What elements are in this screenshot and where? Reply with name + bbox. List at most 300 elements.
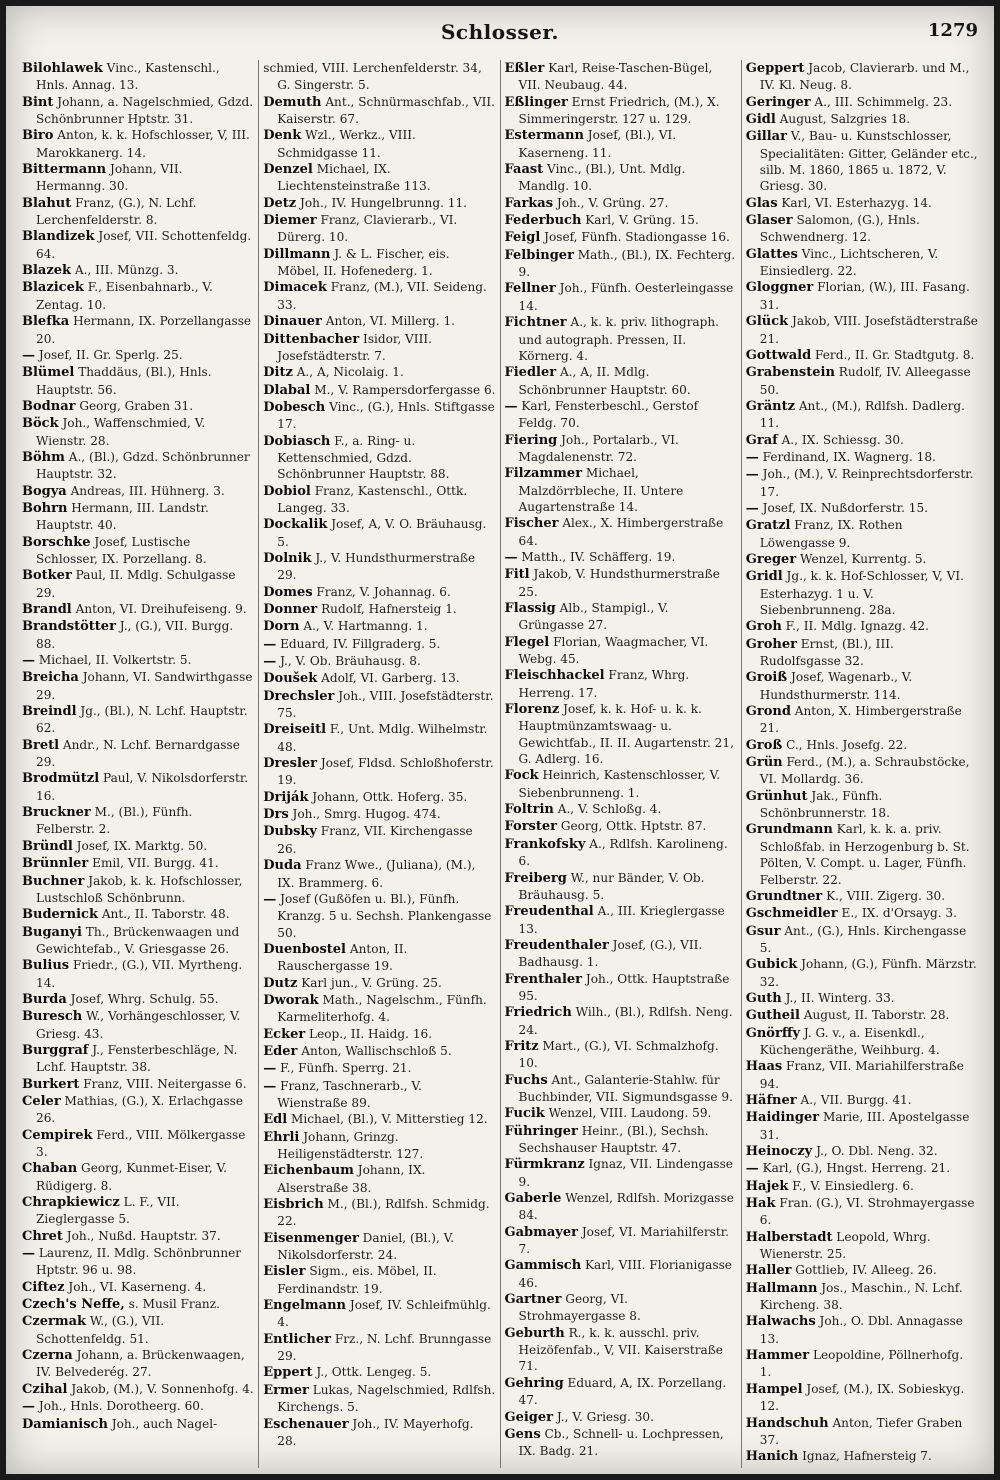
- entry-name: Dreiseitl: [263, 722, 327, 738]
- directory-entry: [505, 465, 737, 515]
- entry-name: Böhm: [22, 449, 65, 465]
- entry-name: Dobesch: [263, 399, 326, 415]
- entry-name: Estermann: [504, 128, 584, 144]
- directory-entry: [22, 991, 254, 1008]
- entry-name: Filzammer: [504, 466, 583, 482]
- entry-details: J., (G.), VII. Burgg. 88.: [36, 619, 234, 651]
- entry-name: —: [745, 1161, 759, 1177]
- entry-details: Eduard, A, IX. Porzellang. 47.: [518, 1375, 727, 1408]
- entry-details: Joh., IV. Hungelbrunng. 11.: [296, 195, 468, 210]
- directory-entry: [263, 279, 495, 313]
- entry-details: Jacob, Clavierarb. und M., IV. Kl. Neug. 8.: [759, 61, 970, 93]
- directory-entry: [746, 128, 978, 194]
- entry-name: Dresler: [263, 756, 318, 772]
- entry-name: Gloggner: [745, 280, 814, 296]
- entry-details: Wenzel, VIII. Laudong. 59.: [544, 1106, 712, 1121]
- entry-details: Vinc., Kastenschl., Hnls. Annag. 13.: [36, 61, 220, 93]
- entry-name: Blazek: [22, 263, 72, 279]
- directory-entry: [505, 398, 737, 432]
- entry-name: —: [504, 549, 518, 565]
- entry-details: Ferdinand, IX. Wagnerg. 18.: [758, 449, 936, 464]
- entry-name: Buchner: [22, 873, 85, 889]
- entry-name: Ehrli: [263, 1129, 300, 1145]
- directory-entry: [505, 161, 737, 195]
- directory-entry: [505, 1072, 737, 1106]
- directory-entry: [505, 1257, 737, 1291]
- entry-name: Frenthaler: [504, 971, 583, 987]
- entry-name: Häfner: [745, 1092, 797, 1108]
- entry-name: Duenbostel: [263, 941, 346, 957]
- entry-name: Doušek: [263, 671, 318, 687]
- entry-details: Georg, Kunmet-Eiser, V. Rüdigerg. 8.: [36, 1161, 227, 1193]
- directory-entry: [22, 415, 254, 449]
- page-number: 1279: [927, 20, 978, 41]
- directory-entry: [746, 636, 978, 670]
- entry-name: Glück: [745, 314, 789, 330]
- directory-entry: [263, 246, 495, 280]
- entry-name: Biro: [22, 128, 54, 144]
- entry-name: Buganyi: [22, 924, 82, 940]
- entry-details: Joh., VI. Kaserneng. 4.: [64, 1279, 207, 1294]
- directory-entry: [505, 515, 737, 549]
- entry-details: K., VIII. Zigerg. 30.: [822, 888, 946, 903]
- entry-name: Blümel: [22, 365, 75, 381]
- entry-details: Leop., II. Haidg. 16.: [305, 1026, 433, 1041]
- column-1: [18, 60, 259, 1468]
- entry-name: Dittenbacher: [263, 331, 360, 347]
- entry-details: A., V. Hartmanng. 1.: [299, 619, 428, 634]
- directory-entry: [263, 857, 495, 891]
- directory-entry: [22, 601, 254, 618]
- entry-details: Isidor, VIII. Josefstädterstr. 7.: [277, 331, 432, 363]
- entry-details: Anton, VI. Millerg. 1.: [321, 314, 456, 329]
- directory-entry: [746, 1109, 978, 1143]
- entry-details: F., Fünfh. Sperrg. 21.: [276, 1061, 412, 1076]
- entry-details: F., Eisenbahnarb., V. Zentag. 10.: [36, 280, 213, 312]
- directory-entry: [746, 990, 978, 1007]
- entry-details: Joh., (M.), V. Reinprechtsdorferstr. 17.: [758, 467, 974, 499]
- directory-entry: [22, 957, 254, 991]
- directory-entry: [22, 873, 254, 907]
- entry-name: Fiedler: [504, 365, 557, 381]
- directory-entry: [746, 398, 978, 432]
- entry-name: Eisbrich: [263, 1197, 324, 1213]
- entry-details: Josef (Gußöfen u. Bl.), Fünfh. Kranzg. 5 u. Sechsh. Plankengasse 50.: [276, 891, 492, 940]
- entry-details: Johann, (G.), Fünfh. Märzstr. 32.: [759, 957, 977, 989]
- entry-details: Josef, Lustische Schlosser, IX. Porzellang. 8.: [36, 534, 207, 566]
- directory-entry: [22, 94, 254, 128]
- entry-name: Gräntz: [745, 398, 795, 414]
- entry-details: Ferd., VIII. Mölkergasse 3.: [36, 1127, 246, 1159]
- entry-name: Gratzl: [745, 518, 791, 534]
- entry-details: J. & L. Fischer, eis. Möbel, II. Hofenederg. 1.: [277, 246, 450, 279]
- entry-name: Dinauer: [263, 314, 322, 330]
- entry-details: J. G. v., a. Eisenkdl., Küchengeräthe, Weihburg. 4.: [759, 1025, 940, 1057]
- entry-name: Czerna: [22, 1348, 73, 1364]
- directory-entry: [263, 433, 495, 483]
- directory-entry: [746, 1262, 978, 1279]
- entry-name: Fritz: [504, 1038, 539, 1054]
- directory-entry: [505, 1224, 737, 1258]
- entry-name: Bretl: [22, 737, 60, 753]
- entry-name: Glas: [745, 195, 778, 211]
- directory-entry: [22, 1245, 254, 1279]
- entry-details: Joh., Hnls. Dorotheerg. 60.: [35, 1399, 204, 1414]
- entry-name: Eßlinger: [504, 94, 568, 110]
- directory-entry: [746, 60, 978, 94]
- entry-details: M., (Bl.), Rdlfsh. Schmidg. 22.: [277, 1197, 490, 1229]
- directory-entry: [263, 636, 495, 653]
- entry-details: Karl, (G.), Hngst. Herreng. 21.: [758, 1161, 951, 1176]
- entry-name: Dimacek: [263, 280, 327, 296]
- entry-details: Josef, VI. Mariahilferstr. 7.: [518, 1224, 729, 1257]
- entry-details: Gottlieb, IV. Alleeg. 26.: [791, 1263, 937, 1278]
- entry-name: Czech's Neffe,: [22, 1297, 125, 1313]
- entry-details: Ferd., II. Gr. Stadtgutg. 8.: [811, 347, 975, 362]
- entry-details: Karl, Reise-Taschen-Bügel, VII. Neubaug. 44.: [518, 61, 713, 93]
- entry-name: Engelmann: [263, 1298, 346, 1314]
- entry-details: Mathias, (G.), X. Erlachgasse 26.: [36, 1093, 244, 1126]
- entry-details: Rudolf, Hafnersteig 1.: [317, 602, 457, 616]
- directory-entry: [505, 60, 737, 94]
- entry-details: Franz, Clavierarb., VI. Dürerg. 10.: [277, 213, 458, 245]
- entry-details: Jak., Fünfh. Schönbrunnerstr. 18.: [759, 788, 890, 821]
- page-title: Schlosser.: [440, 20, 559, 44]
- entry-name: Blazicek: [22, 280, 84, 296]
- directory-entry: [22, 1127, 254, 1161]
- entry-name: Gartner: [504, 1292, 562, 1308]
- entry-name: Freudenthaler: [504, 937, 609, 953]
- directory-entry: [746, 568, 978, 618]
- directory-entry: [263, 975, 495, 992]
- entry-name: Böck: [22, 416, 59, 432]
- directory-entry: [505, 1038, 737, 1072]
- entry-details: Josef, (M.), IX. Sobieskyg. 12.: [759, 1381, 965, 1414]
- entry-details: Alex., X. Himbergerstraße 64.: [518, 516, 724, 548]
- entry-name: Drechsler: [263, 688, 335, 704]
- entry-details: A., k. k. priv. lithograph. und autograph. Pressen, II. Körnerg. 4.: [518, 315, 720, 363]
- entry-details: Jakob, V. Hundsthurmerstraße 25.: [518, 567, 720, 599]
- entry-name: Edl: [263, 1112, 288, 1128]
- directory-entry: [263, 584, 495, 601]
- entry-name: Fucik: [504, 1106, 545, 1122]
- entry-details: Johann, Grinzg. Heiligenstädterstr. 127.: [277, 1129, 424, 1161]
- entry-name: Haller: [745, 1263, 792, 1279]
- entry-name: Handschuh: [745, 1415, 829, 1431]
- entry-name: Bruckner: [22, 805, 91, 821]
- entry-name: Foltrin: [504, 802, 554, 818]
- entry-details: Vinc., (G.), Hnls. Stiftgasse 17.: [277, 399, 495, 432]
- entry-details: Josef, Fldsd. Schloßhoferstr. 19.: [277, 756, 494, 788]
- entry-details: Jos., Maschin., N. Lchf. Kircheng. 38.: [759, 1280, 963, 1313]
- entry-name: Dutz: [263, 975, 298, 991]
- directory-entry: [505, 432, 737, 466]
- entry-details: Joh., Portalarb., VI. Magdalenenstr. 72.: [518, 432, 679, 464]
- directory-entry: [22, 1093, 254, 1127]
- entry-name: Dobiol: [263, 483, 311, 499]
- directory-entry: [505, 1325, 737, 1375]
- entry-details: R., k. k. ausschl. priv. Heizöfenfab., V, VII. Kaiserstraße 71.: [518, 1325, 723, 1374]
- directory-entry: [505, 701, 737, 767]
- entry-name: Gaberle: [504, 1191, 562, 1207]
- entry-details: Jg., (Bl.), N. Lchf. Hauptstr. 62.: [36, 704, 248, 736]
- directory-entry: [22, 567, 254, 601]
- directory-entry: [22, 804, 254, 838]
- directory-entry: [22, 924, 254, 958]
- directory-entry: [746, 1160, 978, 1177]
- entry-details: Anton, Tiefer Graben 37.: [759, 1415, 963, 1447]
- directory-entry: [263, 1364, 495, 1381]
- entry-details: A., (Bl.), Gdzd. Schönbrunner Hauptstr. 32.: [36, 449, 250, 482]
- entry-details: Georg, VI. Strohmayergasse 8.: [518, 1292, 641, 1324]
- entry-details: Jakob, k. k. Hofschlosser, Lustschloß Schönbrunn.: [36, 873, 243, 905]
- entry-details: Johann, VI. Sandwirthgasse 29.: [36, 670, 253, 702]
- entry-details: Ignaz, VII. Lindengasse 9.: [518, 1157, 733, 1189]
- entry-name: Denzel: [263, 162, 313, 178]
- directory-entry: [263, 313, 495, 330]
- directory-entry: [263, 1416, 495, 1450]
- entry-name: Breindl: [22, 704, 77, 720]
- directory-entry: [263, 1111, 495, 1128]
- entry-name: Hallmann: [745, 1280, 818, 1296]
- entry-name: Flassig: [504, 601, 556, 616]
- entry-details: F., a. Ring- u. Kettenschmied, Gdzd. Schönbrunner Hauptstr. 88.: [277, 433, 450, 482]
- entry-details: A., IX. Schiessg. 30.: [777, 432, 904, 447]
- directory-entry: [22, 347, 254, 364]
- entry-name: —: [22, 347, 35, 363]
- entry-name: Brandstötter: [22, 619, 116, 635]
- entry-details: Laurenz, II. Mdlg. Schönbrunner Hptstr. 96 u. 98.: [35, 1246, 242, 1278]
- entry-details: Michael, IX. Liechtensteinstraße 113.: [277, 162, 431, 194]
- entry-details: Wilh., (Bl.), Rdlfsh. Neng. 24.: [518, 1005, 733, 1037]
- entry-details: Franz, Whrg. Herreng. 17.: [518, 668, 690, 700]
- directory-entry: [505, 634, 737, 668]
- entry-name: Hak: [745, 1196, 776, 1212]
- entry-name: Bint: [22, 94, 54, 110]
- directory-entry: [22, 279, 254, 313]
- entry-name: Forster: [504, 819, 557, 835]
- entry-details: Florian, (W.), III. Fasang. 31.: [759, 280, 970, 312]
- directory-entry: [505, 364, 737, 398]
- entry-details: V., Bau- u. Kunstschlosser, Specialitäten: Gitter, Geländer etc., silb. M. 1860, 1865 u. 1872, V. Griesg. 30.: [759, 129, 978, 194]
- entry-name: Ditz: [263, 365, 293, 381]
- entry-name: Flegel: [504, 634, 550, 650]
- entry-name: Florenz: [504, 702, 560, 718]
- entry-name: Frankofsky: [504, 836, 586, 852]
- entry-name: Glattes: [745, 246, 798, 262]
- entry-name: —: [263, 636, 277, 652]
- entry-name: Bittermann: [22, 162, 107, 178]
- entry-details: Karl, V. Grüng. 15.: [581, 213, 699, 228]
- entry-details: Lukas, Nagelschmied, Rdlfsh. Kirchengs. 5.: [277, 1382, 496, 1415]
- entry-name: Ciftez: [22, 1279, 65, 1295]
- entry-details: Joh., auch Nagel-: [107, 1416, 218, 1431]
- entry-details: Joh., VIII. Josefstädterstr. 75.: [277, 688, 494, 721]
- directory-entry: [22, 500, 254, 534]
- entry-details: Georg, Ottk. Hptstr. 87.: [556, 819, 707, 834]
- entry-name: Domes: [263, 584, 313, 600]
- entry-name: Dubsky: [263, 824, 317, 840]
- entry-name: Fleischhackel: [504, 668, 605, 684]
- entry-details: Th., Brückenwaagen und Gewichtefab., V. Griesgasse 26.: [36, 924, 240, 956]
- directory-entry: [263, 60, 495, 94]
- entry-name: Grabenstein: [745, 365, 835, 381]
- entry-details: J., Fensterbeschläge, N. Lchf. Hauptstr. 38.: [36, 1042, 238, 1075]
- entry-details: Karl, k. k. a. priv. Schloßfab. in Herzogenburg b. St. Pölten, V. Compt. u. Lager, Fünfh. Felberstr. 22.: [759, 822, 970, 887]
- entry-name: Chret: [22, 1228, 63, 1244]
- entry-details: Frz., N. Lchf. Brunngasse 29.: [277, 1331, 492, 1364]
- directory-entry: [746, 754, 978, 788]
- entry-details: Franz, VII. Mariahilferstraße 94.: [759, 1059, 964, 1091]
- entry-details: Adolf, VI. Garberg. 13.: [317, 671, 460, 686]
- entry-details: Paul, II. Mdlg. Schulgasse 29.: [36, 568, 236, 600]
- entry-name: Fürmkranz: [504, 1157, 585, 1173]
- entry-name: Federbuch: [504, 213, 582, 229]
- directory-entry: [22, 855, 254, 872]
- entry-name: Gsur: [745, 923, 781, 939]
- entry-name: Burggraf: [22, 1042, 89, 1058]
- entry-details: Leopold, Whrg. Wienerstr. 25.: [759, 1229, 931, 1262]
- directory-entry: [22, 1279, 254, 1296]
- entry-name: Hampel: [745, 1381, 803, 1397]
- directory-entry: [263, 1297, 495, 1331]
- entry-details: Joh., Smrg. Hugog. 474.: [288, 807, 441, 822]
- directory-columns: [18, 60, 982, 1468]
- entry-name: Dobiasch: [263, 433, 331, 449]
- entry-details: Josef, Fünfh. Stadiongasse 16.: [540, 230, 730, 245]
- entry-name: Faast: [504, 162, 544, 178]
- directory-entry: [505, 280, 737, 314]
- directory-entry: [263, 721, 495, 755]
- entry-details: Ant., (M.), Rdlfsh. Dadlerg. 11.: [759, 398, 965, 431]
- directory-entry: [263, 550, 495, 584]
- entry-name: Botker: [22, 568, 72, 584]
- column-2: [259, 60, 500, 1468]
- entry-details: Ant., (G.), Hnls. Kirchengasse 5.: [759, 923, 967, 955]
- entry-details: Math., Nagelschm., Fünfh. Karmeliterhofg. 4.: [277, 992, 487, 1025]
- directory-entry: [22, 1398, 254, 1415]
- entry-details: Johann, Ottk. Hoferg. 35.: [308, 789, 468, 804]
- directory-entry: [22, 1381, 254, 1398]
- directory-entry: [22, 483, 254, 500]
- entry-details: Michael, (Bl.), V. Mitterstieg 12.: [287, 1112, 488, 1127]
- directory-entry: [22, 652, 254, 669]
- directory-entry: [746, 1448, 978, 1465]
- entry-name: Feigl: [504, 230, 541, 246]
- entry-name: Grundmann: [745, 822, 833, 838]
- directory-entry: [263, 1331, 495, 1365]
- directory-entry: [263, 1078, 495, 1112]
- directory-entry: [746, 1415, 978, 1449]
- entry-name: Gens: [504, 1426, 541, 1442]
- entry-name: —: [263, 1078, 277, 1094]
- entry-name: Eder: [263, 1043, 298, 1059]
- directory-entry: [746, 347, 978, 364]
- entry-details: Franz, Kastenschl., Ottk. Langeg. 33.: [277, 483, 468, 515]
- directory-entry: [746, 313, 978, 347]
- directory-entry: [22, 1008, 254, 1042]
- entry-details: Franz, VII. Kirchengasse 26.: [277, 824, 473, 856]
- entry-name: Fiering: [504, 432, 558, 448]
- directory-entry: [746, 1347, 978, 1381]
- directory-entry: [22, 228, 254, 262]
- entry-details: Josef, A, V. O. Bräuhausg. 5.: [277, 517, 487, 549]
- entry-details: A., III. Krieglergasse 13.: [518, 904, 725, 936]
- entry-name: Groß: [745, 737, 783, 753]
- directory-entry: [505, 1426, 737, 1460]
- entry-details: Karl, VIII. Florianigasse 46.: [518, 1258, 732, 1290]
- entry-name: Gubick: [745, 957, 798, 973]
- entry-details: Joh., V. Grüng. 27.: [553, 195, 669, 210]
- entry-details: Franz, IX. Rothen Löwengasse 9.: [759, 518, 903, 550]
- directory-entry: [505, 903, 737, 937]
- entry-details: A., Rdlfsh. Karolineng. 6.: [518, 836, 728, 869]
- entry-name: Gridl: [745, 569, 783, 585]
- directory-entry: [746, 905, 978, 922]
- entry-name: —: [22, 1246, 35, 1262]
- entry-details: Salomon, (G.), Hnls. Schwendnerg. 12.: [759, 213, 920, 245]
- entry-name: Czihal: [22, 1381, 68, 1397]
- directory-entry: [22, 737, 254, 771]
- directory-entry: [746, 703, 978, 737]
- directory-entry: [746, 94, 978, 111]
- entry-name: Ermer: [263, 1382, 309, 1398]
- entry-name: Fock: [504, 768, 539, 784]
- directory-entry: [505, 937, 737, 971]
- entry-name: Graf: [745, 432, 778, 448]
- directory-entry: [263, 1263, 495, 1297]
- directory-entry: [746, 1178, 978, 1195]
- entry-name: Gehring: [504, 1375, 564, 1391]
- entry-details: Vinc., Lichtscheren, V. Einsiedlerg. 22.: [759, 246, 939, 279]
- directory-entry: [263, 601, 495, 618]
- entry-details: Michael, II. Volkertstr. 5.: [35, 653, 192, 668]
- entry-name: Budernick: [22, 907, 98, 923]
- entry-details: August, II. Taborstr. 28.: [799, 1008, 950, 1023]
- entry-details: Georg, Graben 31.: [75, 398, 194, 413]
- entry-details: Jakob, (M.), V. Sonnenhofg. 4.: [67, 1381, 254, 1396]
- directory-entry: [22, 1160, 254, 1194]
- entry-details: Josef, Wagenarb., V. Hundsthurmerstr. 114.: [759, 670, 913, 702]
- directory-page: [6, 6, 994, 1474]
- entry-name: —: [263, 1061, 277, 1077]
- directory-entry: [22, 770, 254, 804]
- entry-details: Joh., Waffenschmied, V. Wienstr. 28.: [36, 416, 206, 448]
- directory-entry: [263, 516, 495, 550]
- entry-details: Josef, IX. Nußdorferstr. 15.: [758, 500, 929, 515]
- entry-details: Wenzel, Rdlfsh. Morizgasse 84.: [518, 1191, 734, 1223]
- directory-entry: [746, 1195, 978, 1229]
- entry-details: Anton, k. k. Hofschlosser, V, III. Marokkanerg. 14.: [36, 128, 250, 160]
- entry-name: Groh: [745, 619, 782, 635]
- directory-entry: [22, 618, 254, 652]
- directory-entry: [505, 247, 737, 281]
- entry-name: Führinger: [504, 1123, 578, 1139]
- directory-entry: [263, 1026, 495, 1043]
- entry-details: Josef, (G.), VII. Badhausg. 1.: [518, 937, 703, 970]
- directory-entry: [746, 1381, 978, 1415]
- entry-details: Joh., O. Dbl. Annagasse 13.: [759, 1314, 963, 1346]
- entry-name: Bründl: [22, 838, 73, 854]
- directory-entry: [505, 1105, 737, 1122]
- directory-entry: [22, 195, 254, 229]
- directory-entry: [505, 1004, 737, 1038]
- directory-entry: [22, 838, 254, 855]
- entry-name: Felbinger: [504, 247, 574, 263]
- entry-details: W., nur Bänder, V. Ob. Bräuhausg. 5.: [518, 870, 705, 902]
- entry-details: E., IX. d'Orsayg. 3.: [837, 906, 957, 921]
- entry-details: Fran. (G.), VI. Strohmayergasse 6.: [759, 1196, 975, 1228]
